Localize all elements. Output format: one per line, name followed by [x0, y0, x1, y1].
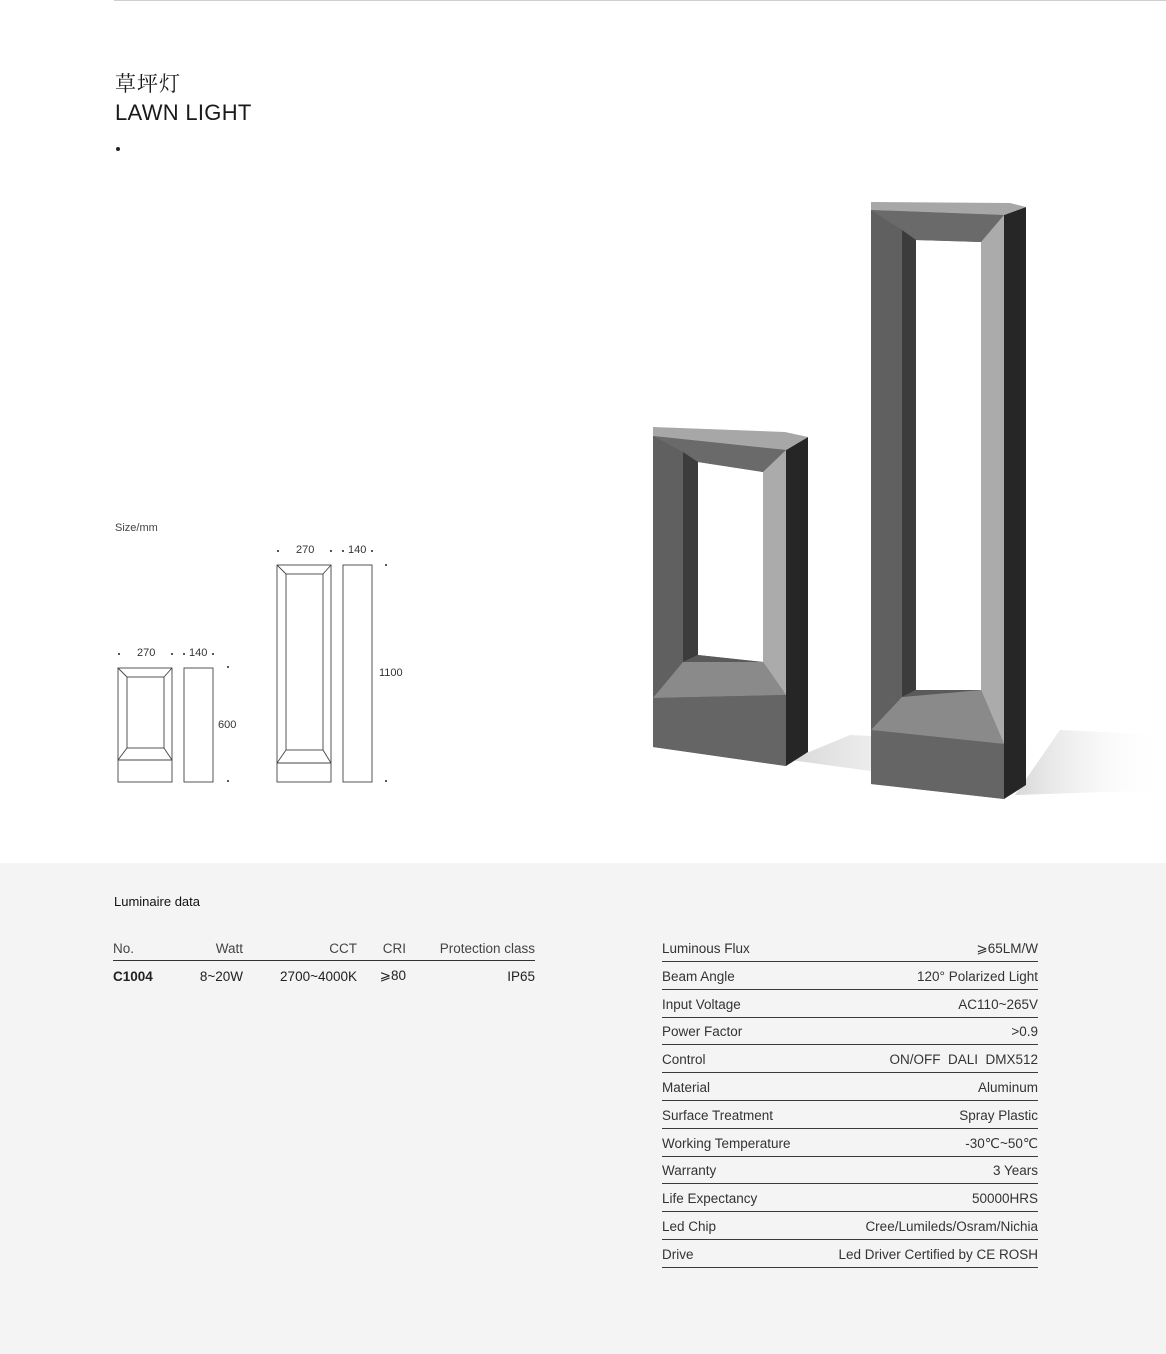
spec-label: Input Voltage: [662, 996, 741, 1012]
spec-row-drive: [662, 1242, 1038, 1268]
model-cri: ⩾80: [379, 968, 406, 983]
spec-label: Control: [662, 1052, 706, 1068]
table-row: [113, 961, 535, 986]
luminaire-data-title: Luminaire data: [114, 894, 200, 909]
spec-label: Life Expectancy: [662, 1191, 758, 1207]
model-table: [113, 939, 535, 985]
spec-value: ON/OFF DALI DMX512: [889, 1052, 1038, 1068]
spec-value: ⩾65LM/W: [976, 941, 1038, 956]
spec-label: Surface Treatment: [662, 1107, 774, 1123]
spec-value: Led Driver Certified by CE ROSH: [838, 1246, 1038, 1262]
spec-label: Power Factor: [662, 1024, 743, 1040]
size-label: Size/mm: [115, 522, 158, 534]
small-lamp-render: [653, 427, 808, 766]
spec-value: Spray Plastic: [959, 1107, 1038, 1123]
spec-value: 50000HRS: [971, 1191, 1038, 1207]
tall-depth-dim: 140: [348, 544, 367, 556]
spec-label: Warranty: [662, 1163, 717, 1179]
spec-row-life-expectancy: [662, 1186, 1038, 1212]
spec-label: Led Chip: [662, 1218, 717, 1234]
spec-label: Luminous Flux: [662, 941, 750, 956]
spec-row-led-chip: [662, 1214, 1038, 1240]
col-cri: CRI: [357, 939, 406, 961]
tall-height-dim: 1100: [379, 667, 403, 679]
spec-value: Aluminum: [977, 1079, 1038, 1095]
spec-value: >0.9: [1011, 1024, 1038, 1040]
model-table-header: [113, 939, 535, 961]
page-title-chinese: 草坪灯: [115, 72, 181, 96]
spec-label: Drive: [662, 1246, 694, 1262]
spec-label: Beam Angle: [662, 968, 735, 984]
col-protection: Protection class: [406, 939, 535, 961]
col-watt: Watt: [193, 939, 243, 961]
tall-width-dim: 270: [296, 544, 315, 556]
spec-row-material: [662, 1075, 1038, 1101]
spec-label: Material: [662, 1079, 711, 1095]
col-no: No.: [113, 939, 193, 961]
spec-row-control: [662, 1047, 1038, 1073]
spec-row-working-temperature: [662, 1131, 1038, 1157]
spec-value: -30℃~50℃: [965, 1135, 1038, 1151]
small-depth-dim: 140: [189, 647, 208, 659]
spec-row-power-factor: [662, 1019, 1038, 1045]
spec-list: [662, 936, 1038, 1270]
spec-row-surface-treatment: [662, 1103, 1038, 1129]
tall-lamp-render: [871, 202, 1026, 799]
model-protection: IP65: [507, 968, 535, 984]
spec-value: AC110~265V: [958, 996, 1038, 1012]
spec-value: 120° Polarized Light: [917, 968, 1038, 984]
spec-value: Cree/Lumileds/Osram/Nichia: [865, 1218, 1038, 1234]
spec-row-input-voltage: [662, 992, 1038, 1018]
small-height-dim: 600: [218, 719, 237, 731]
spec-label: Working Temperature: [662, 1135, 791, 1151]
model-cct: 2700~4000K: [280, 968, 357, 984]
small-width-dim: 270: [137, 647, 156, 659]
spec-row-beam-angle: [662, 964, 1038, 990]
page-title-english: LAWN LIGHT: [115, 100, 252, 125]
spec-row-luminous-flux: [662, 936, 1038, 962]
col-cct: CCT: [243, 939, 357, 961]
spec-value: 3 Years: [992, 1163, 1038, 1179]
spec-row-warranty: [662, 1158, 1038, 1184]
model-number: C1004: [113, 968, 153, 984]
model-watt: 8~20W: [199, 968, 243, 984]
